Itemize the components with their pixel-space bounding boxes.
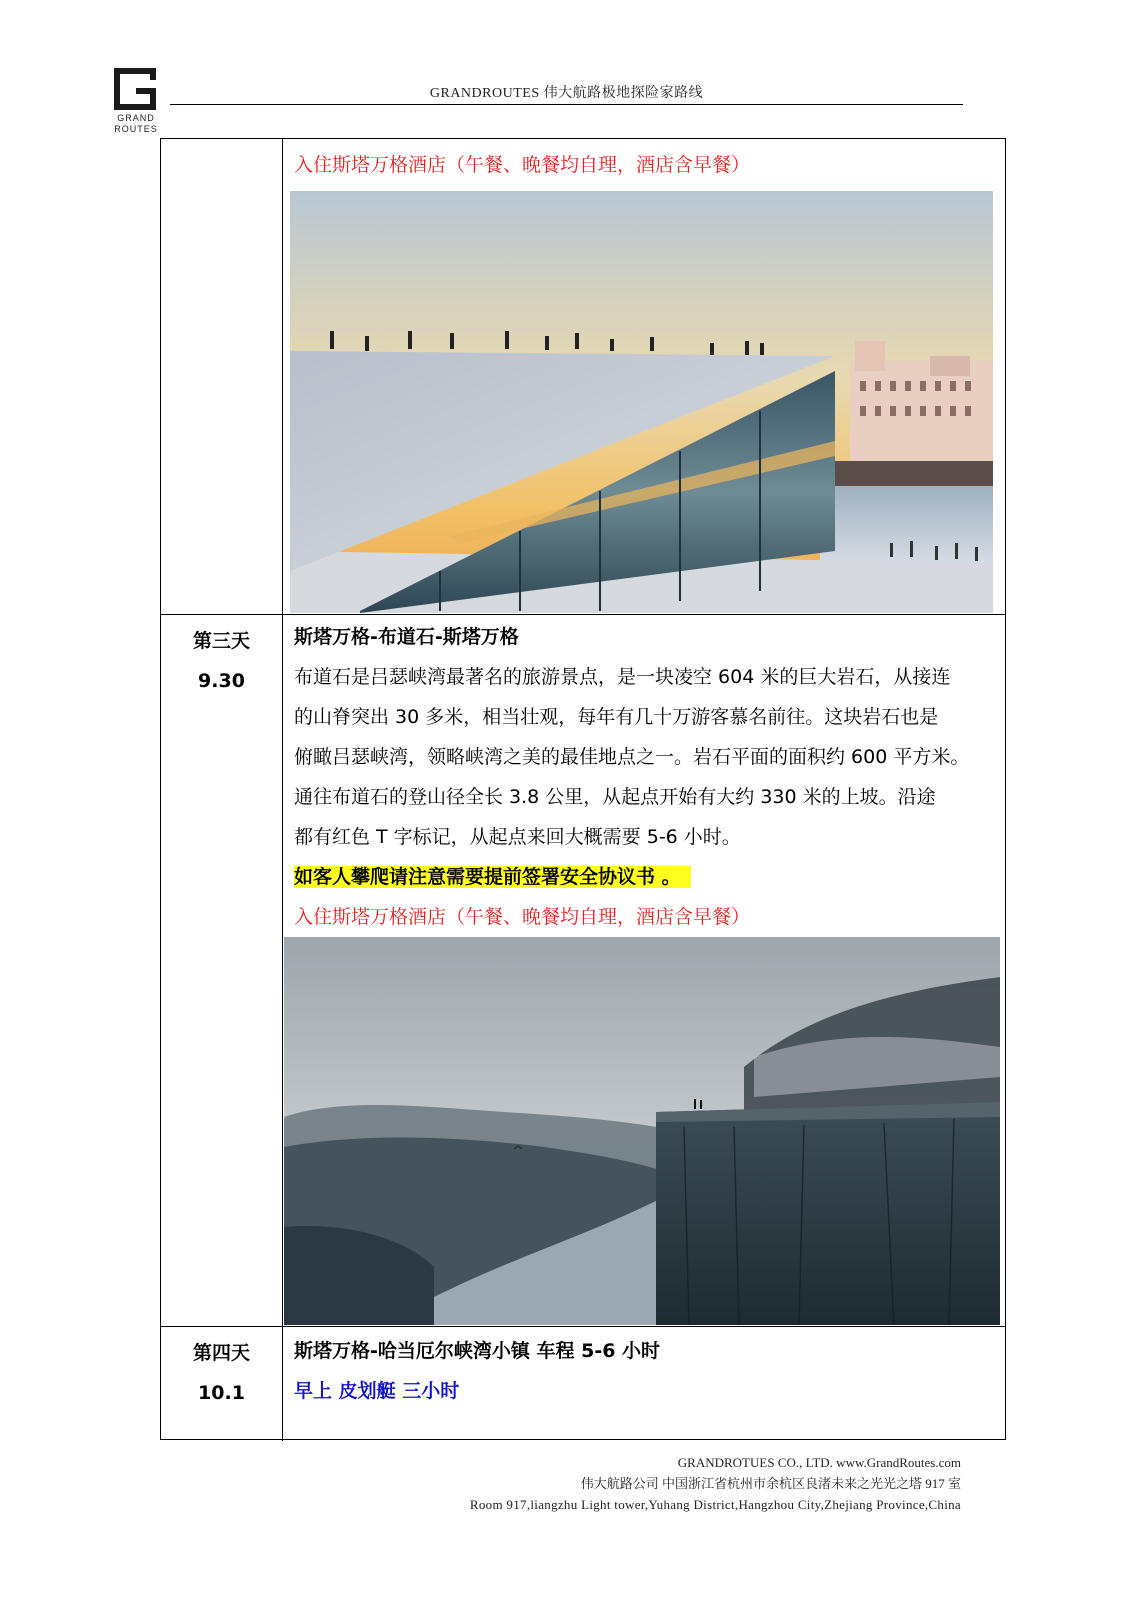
hotel-note: 入住斯塔万格酒店（午餐、晚餐均自理，酒店含早餐） bbox=[294, 154, 751, 176]
day-heading: 斯塔万格-哈当厄尔峡湾小镇 车程 5-6 小时 bbox=[294, 1340, 661, 1362]
itinerary-row-day3 bbox=[161, 615, 1005, 1327]
row-content bbox=[294, 615, 993, 937]
date-label: 9.30 bbox=[198, 670, 245, 692]
logo-g-icon bbox=[112, 66, 158, 112]
day-label: 第四天 bbox=[192, 1342, 250, 1364]
footer-company: GRANDROTUES CO., LTD. www.GrandRoutes.com bbox=[677, 1455, 961, 1470]
day-cell bbox=[161, 1327, 282, 1407]
safety-note: 如客人攀爬请注意需要提前签署安全协议书 。 bbox=[294, 866, 691, 888]
header-rule bbox=[170, 104, 963, 105]
header-title: GRANDROUTES 伟大航路极地探险家路线 bbox=[429, 86, 704, 101]
preikestolen-cliff-photo bbox=[284, 937, 1000, 1325]
page-footer bbox=[470, 1452, 961, 1515]
logo-text-bottom: ROUTES bbox=[114, 124, 158, 134]
itinerary-row-day4 bbox=[161, 1327, 1005, 1441]
paragraph-line: 都有红色 T 字标记，从起点来回大概需要 5-6 小时。 bbox=[294, 826, 741, 848]
paragraph-line: 俯瞰吕瑟峡湾，领略峡湾之美的最佳地点之一。岩石平面的面积约 600 平方米。 bbox=[294, 746, 970, 768]
paragraph-line: 通往布道石的登山径全长 3.8 公里，从起点开始有大约 330 米的上坡。沿途 bbox=[294, 786, 936, 808]
logo-text-top: GRAND bbox=[117, 113, 155, 123]
hotel-note: 入住斯塔万格酒店（午餐、晚餐均自理，酒店含早餐） bbox=[294, 906, 751, 928]
footer-address-cn: 伟大航路公司 中国浙江省杭州市余杭区良渚未来之光光之塔 917 室 bbox=[580, 1476, 961, 1491]
itinerary-row-continuation bbox=[161, 139, 1005, 615]
day-heading: 斯塔万格-布道石-斯塔万格 bbox=[294, 626, 519, 648]
itinerary-table bbox=[160, 138, 1006, 1440]
day-cell bbox=[161, 615, 282, 695]
paragraph-line: 布道石是吕瑟峡湾最著名的旅游景点，是一块凌空 604 米的巨大岩石，从接连 bbox=[294, 666, 951, 688]
date-label: 10.1 bbox=[198, 1382, 245, 1404]
activity-note: 早上 皮划艇 三小时 bbox=[294, 1380, 460, 1402]
row-content bbox=[294, 139, 993, 185]
footer-address-en: Room 917,liangzhu Light tower,Yuhang District,Hangzhou City,Zhejiang Province,China bbox=[469, 1497, 961, 1512]
row-content bbox=[294, 1327, 993, 1411]
paragraph-line: 的山脊突出 30 多米，相当壮观，每年有几十万游客慕名前往。这块岩石也是 bbox=[294, 706, 939, 728]
day-label: 第三天 bbox=[192, 630, 250, 652]
oslo-opera-house-photo bbox=[290, 191, 993, 613]
grandroutes-logo bbox=[112, 66, 158, 134]
